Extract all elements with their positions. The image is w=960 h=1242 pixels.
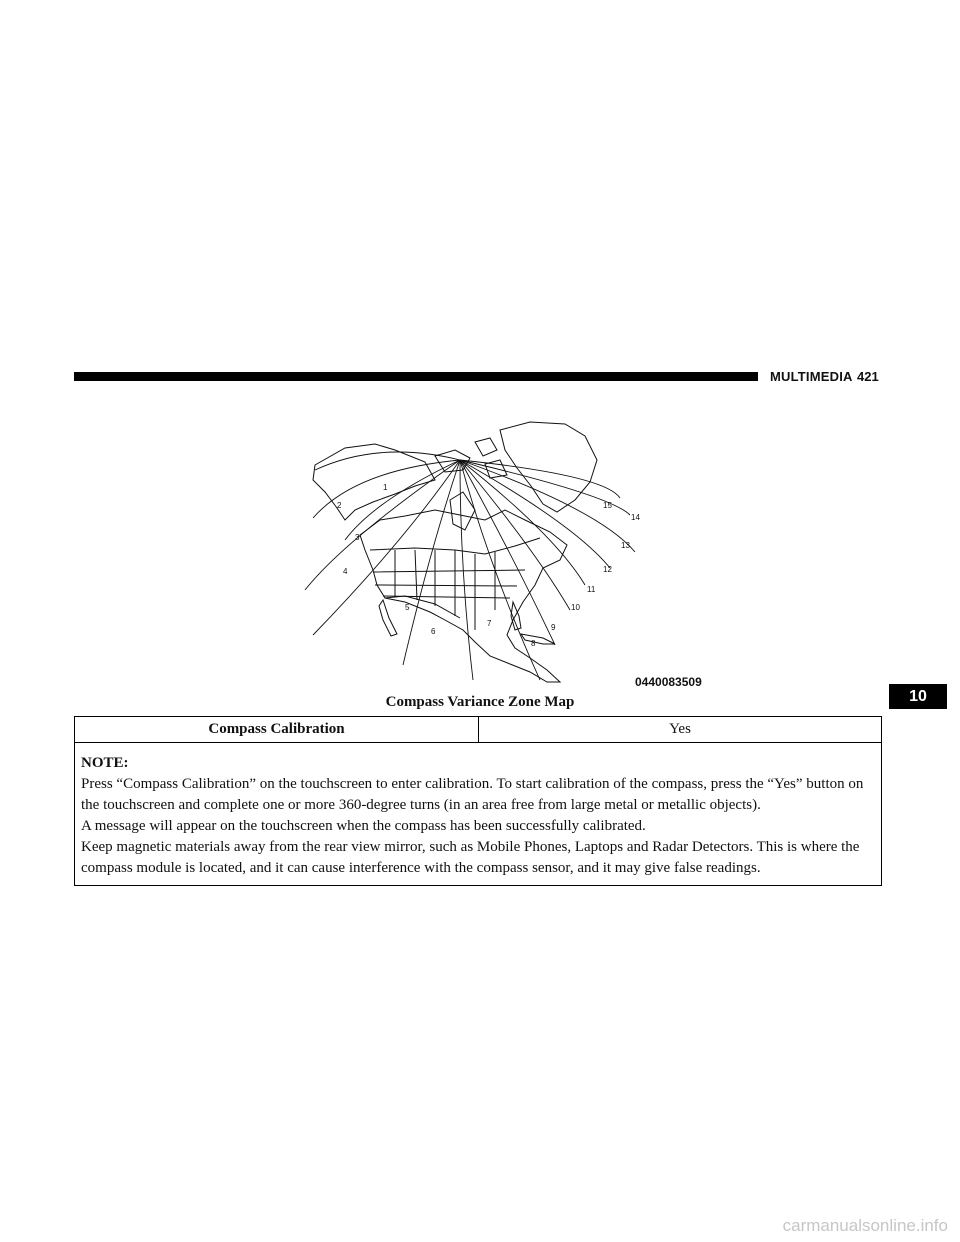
watermark: carmanualsonline.info bbox=[782, 1216, 948, 1235]
note-cell bbox=[75, 743, 881, 885]
zone-label-10: 10 bbox=[571, 603, 580, 612]
settings-table bbox=[74, 716, 882, 886]
table-row bbox=[75, 717, 881, 743]
header-rule bbox=[74, 372, 758, 381]
note-label: NOTE: bbox=[81, 755, 129, 771]
zone-lines bbox=[305, 452, 635, 680]
zone-label-3: 3 bbox=[355, 533, 360, 542]
zone-label-7: 7 bbox=[487, 619, 492, 628]
zone-label-8: 8 bbox=[531, 639, 536, 648]
zone-label-1: 1 bbox=[383, 483, 388, 492]
figure-caption: Compass Variance Zone Map bbox=[385, 694, 575, 710]
zone-label-2: 2 bbox=[337, 501, 342, 510]
setting-name: Compass Calibration bbox=[75, 717, 479, 742]
page-number: 421 bbox=[857, 369, 879, 384]
note-paragraph-3: Keep magnetic materials away from the rear view mirror, such as Mobile Phones, Laptops and Radar Detectors. This is where the compass module is located, and it can cause interference with the compass sensor, and it may give false readings. bbox=[81, 839, 860, 876]
cuba bbox=[521, 634, 555, 644]
zone-label-12: 12 bbox=[603, 565, 612, 574]
zone-label-6: 6 bbox=[431, 627, 436, 636]
zone-label-11: 11 bbox=[587, 585, 596, 594]
arctic-islands bbox=[435, 438, 507, 478]
note-paragraph-1: Press “Compass Calibration” on the touchscreen to enter calibration. To start calibration of the compass, press the “Yes” button on the touchscreen and complete one or more 360-degree turns (in an area free from large metal or metallic objects). bbox=[81, 776, 864, 813]
section-name: MULTIMEDIA bbox=[770, 369, 853, 384]
zone-label-5: 5 bbox=[405, 603, 410, 612]
baja-peninsula bbox=[379, 600, 397, 636]
chapter-tab: 10 bbox=[889, 684, 947, 709]
zone-map-drawing bbox=[285, 420, 725, 692]
compass-variance-zone-map bbox=[285, 420, 725, 692]
zone-label-4: 4 bbox=[343, 567, 348, 576]
zone-label-13: 13 bbox=[621, 541, 630, 550]
zone-label-15: 15 bbox=[603, 501, 612, 510]
zone-label-14: 14 bbox=[631, 513, 640, 522]
setting-value: Yes bbox=[669, 721, 691, 737]
figure-code: 0440083509 bbox=[635, 675, 702, 689]
us-mexico-border bbox=[385, 596, 460, 618]
note-paragraph-2: A message will appear on the touchscreen when the compass has been successfully calibrated. bbox=[81, 818, 646, 834]
zone-label-9: 9 bbox=[551, 623, 556, 632]
